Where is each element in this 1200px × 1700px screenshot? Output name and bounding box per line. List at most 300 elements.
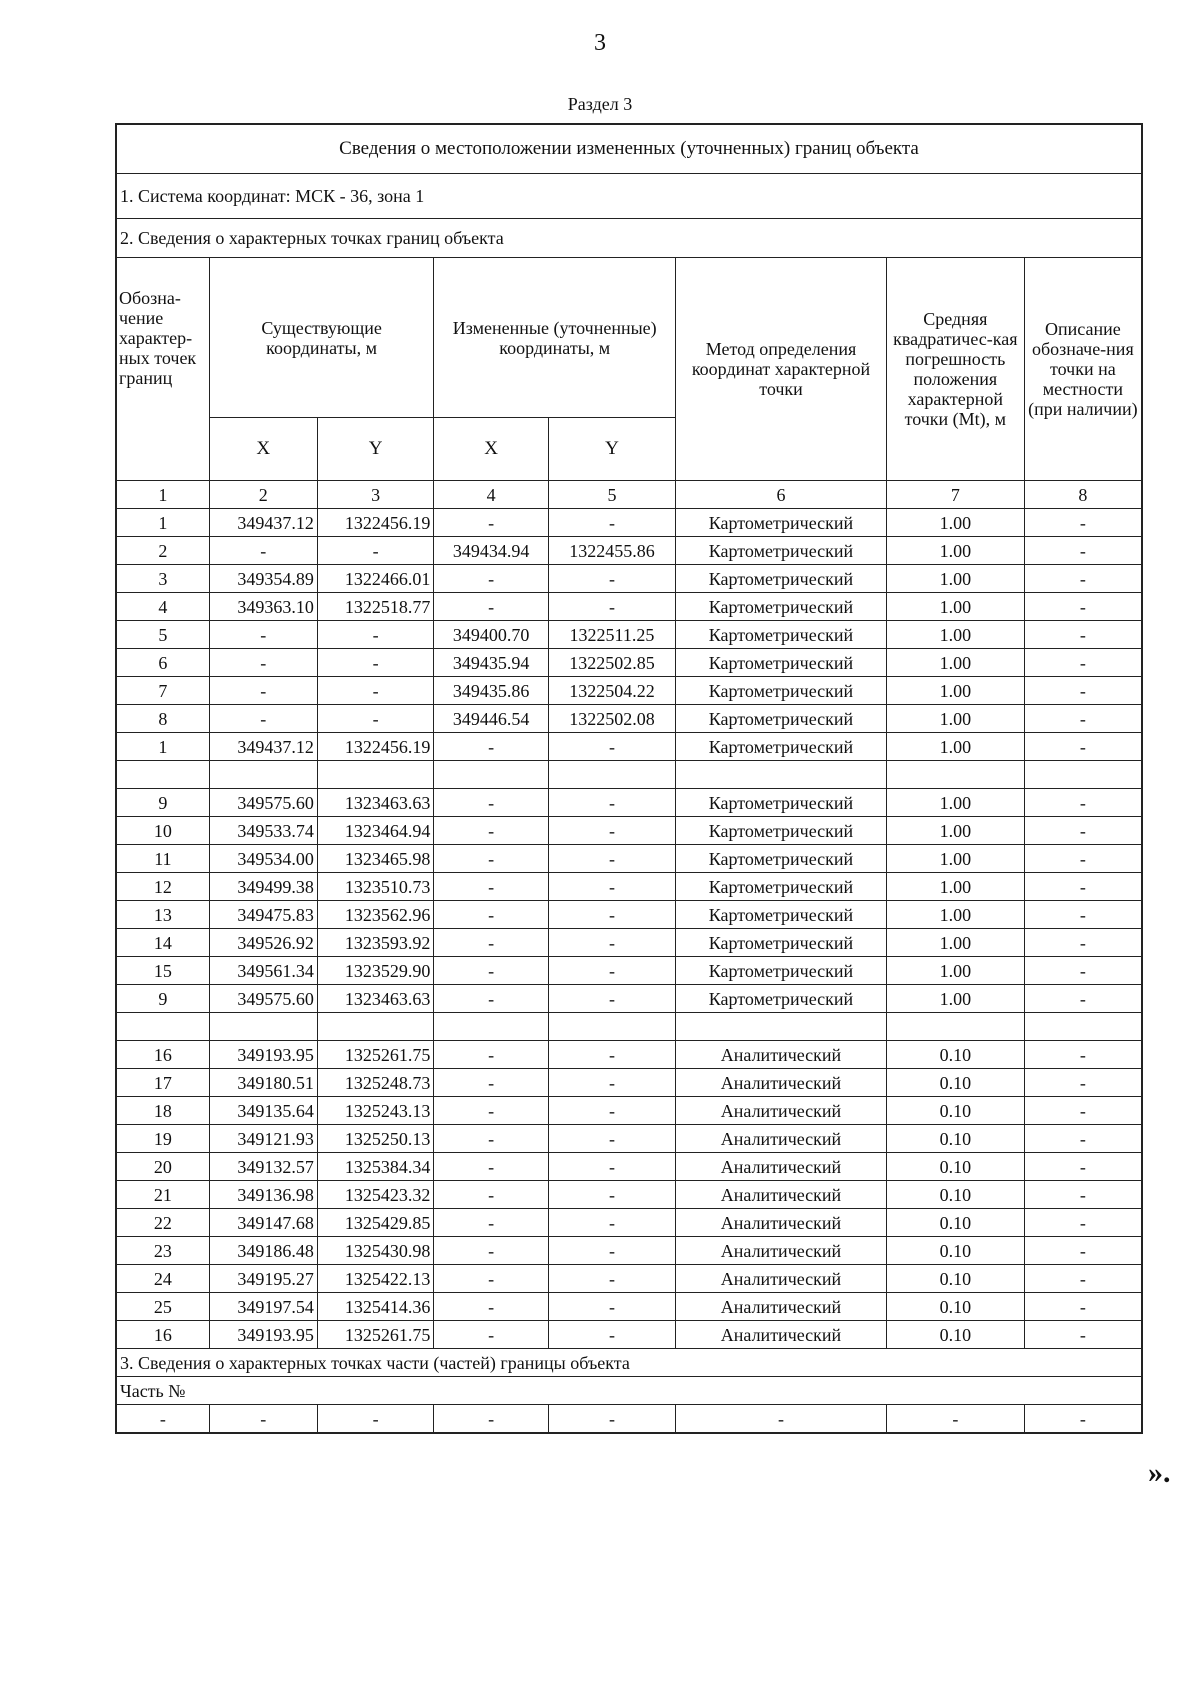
cell-existing-x: 349437.12	[209, 509, 317, 537]
cell-method: Картометрический	[676, 705, 887, 733]
cell-existing-y: 1322456.19	[317, 733, 434, 761]
cell-changed-x: -	[434, 929, 548, 957]
cell-existing-y: 1325248.73	[317, 1069, 434, 1097]
cell-point-description: -	[1024, 1321, 1142, 1349]
empty-cell	[116, 761, 209, 789]
cell-point-description: -	[1024, 1069, 1142, 1097]
cell-point-description: -	[1024, 733, 1142, 761]
cell-existing-y: -	[317, 677, 434, 705]
cell-existing-y: 1322518.77	[317, 593, 434, 621]
cell-changed-y: 1322502.85	[548, 649, 675, 677]
cell-mean-square-error: 1.00	[886, 705, 1024, 733]
cell-mean-square-error: 1.00	[886, 845, 1024, 873]
cell-existing-x: 349132.57	[209, 1153, 317, 1181]
cell-point-number: 3	[116, 565, 209, 593]
cell-existing-y: 1323510.73	[317, 873, 434, 901]
cell-existing-y: 1323562.96	[317, 901, 434, 929]
cell-point-description: -	[1024, 705, 1142, 733]
cell-mean-square-error: 0.10	[886, 1153, 1024, 1181]
cell-existing-x: 349136.98	[209, 1181, 317, 1209]
table-row	[116, 873, 1142, 901]
cell-method: Аналитический	[676, 1069, 887, 1097]
cell-mean-square-error: 1.00	[886, 621, 1024, 649]
table-row	[116, 1181, 1142, 1209]
empty-cell	[1024, 761, 1142, 789]
cell-point-number: 14	[116, 929, 209, 957]
cell-method: Аналитический	[676, 1209, 887, 1237]
table-row	[116, 509, 1142, 537]
cell-existing-y: 1323464.94	[317, 817, 434, 845]
cell-mean-square-error: 1.00	[886, 901, 1024, 929]
cell-changed-y: -	[548, 957, 675, 985]
cell-existing-y: 1325423.32	[317, 1181, 434, 1209]
cell-mean-square-error: 0.10	[886, 1321, 1024, 1349]
cell-changed-x: -	[434, 1293, 548, 1321]
cell-method: Картометрический	[676, 873, 887, 901]
cell-existing-y: 1323463.63	[317, 985, 434, 1013]
table-row	[116, 537, 1142, 565]
empty-cell	[209, 761, 317, 789]
cell-existing-y: -	[317, 537, 434, 565]
table-row	[116, 1265, 1142, 1293]
cell-point-number: 24	[116, 1265, 209, 1293]
cell-changed-y: -	[548, 1321, 675, 1349]
cell-point-description: -	[1024, 901, 1142, 929]
cell-changed-x: 349435.94	[434, 649, 548, 677]
cell-mean-square-error: 1.00	[886, 677, 1024, 705]
empty-cell	[434, 761, 548, 789]
cell-changed-y: -	[548, 929, 675, 957]
cell-existing-y: -	[317, 649, 434, 677]
cell-point-description: -	[1024, 565, 1142, 593]
cell-point-description: -	[1024, 1293, 1142, 1321]
table-row	[116, 1153, 1142, 1181]
cell-existing-x: 349575.60	[209, 789, 317, 817]
cell-changed-y: -	[548, 1153, 675, 1181]
table-row	[116, 957, 1142, 985]
cell-changed-x: -	[434, 1153, 548, 1181]
cell-existing-x: 349533.74	[209, 817, 317, 845]
boundary-coordinates-table	[115, 123, 1143, 1434]
cell-point-description: -	[1024, 509, 1142, 537]
cell-point-number: 13	[116, 901, 209, 929]
cell-mean-square-error: 1.00	[886, 873, 1024, 901]
cell-mean-square-error: 1.00	[886, 817, 1024, 845]
cell-point-number: 5	[116, 621, 209, 649]
cell-method: Аналитический	[676, 1097, 887, 1125]
header-point-description: Описание обозначе-ния точки на местности (при наличии)	[1024, 258, 1142, 481]
cell-method: Картометрический	[676, 733, 887, 761]
header-existing-coordinates: Существующие координаты, м	[209, 258, 434, 418]
cell-point-number: 19	[116, 1125, 209, 1153]
table-row	[116, 985, 1142, 1013]
page-number: 3	[594, 30, 606, 56]
cell-changed-y: 1322455.86	[548, 537, 675, 565]
cell-method: Аналитический	[676, 1041, 887, 1069]
cell-existing-x: 349354.89	[209, 565, 317, 593]
closing-quote-mark: ».	[1148, 1456, 1171, 1489]
cell-existing-x: 349499.38	[209, 873, 317, 901]
empty-separator-row	[116, 761, 1142, 789]
cell-changed-y: -	[548, 845, 675, 873]
cell-changed-y: -	[548, 1125, 675, 1153]
cell-changed-y: -	[548, 565, 675, 593]
cell-point-description: -	[1024, 1237, 1142, 1265]
cell-method: Картометрический	[676, 789, 887, 817]
cell-point-number: 16	[116, 1321, 209, 1349]
cell-existing-y: 1325261.75	[317, 1041, 434, 1069]
table-row	[116, 1097, 1142, 1125]
cell-method: Аналитический	[676, 1321, 887, 1349]
cell-existing-y: 1323463.63	[317, 789, 434, 817]
header-point-designation: Обозна-чение характер-ных точек границ	[116, 258, 209, 481]
empty-cell	[886, 761, 1024, 789]
cell-point-description: -	[1024, 649, 1142, 677]
cell-mean-square-error: 1.00	[886, 957, 1024, 985]
parts-section-title: 3. Сведения о характерных точках части (частей) границы объекта	[116, 1349, 1142, 1377]
cell-point-number: 18	[116, 1097, 209, 1125]
cell-changed-y: -	[548, 509, 675, 537]
cell-mean-square-error: 0.10	[886, 1097, 1024, 1125]
section-title: Раздел 3	[567, 94, 633, 114]
column-number: 1	[116, 481, 209, 509]
cell-point-description: -	[1024, 1125, 1142, 1153]
cell-changed-y: -	[548, 1237, 675, 1265]
cell-mean-square-error: 0.10	[886, 1209, 1024, 1237]
cell-existing-x: 349526.92	[209, 929, 317, 957]
empty-cell	[548, 761, 675, 789]
cell-point-description: -	[1024, 1265, 1142, 1293]
cell-changed-x: -	[434, 733, 548, 761]
empty-cell	[676, 761, 887, 789]
cell-point-number: 1	[116, 509, 209, 537]
cell-point-number: 17	[116, 1069, 209, 1097]
cell-point-description: -	[1024, 621, 1142, 649]
cell-point-description: -	[1024, 1209, 1142, 1237]
cell-existing-x: 349121.93	[209, 1125, 317, 1153]
cell-changed-y: 1322511.25	[548, 621, 675, 649]
cell-point-description: -	[1024, 929, 1142, 957]
cell-point-number: 10	[116, 817, 209, 845]
cell-changed-x: -	[434, 1097, 548, 1125]
cell-point-number: 4	[116, 593, 209, 621]
cell-point-description: -	[1024, 593, 1142, 621]
column-number: 2	[209, 481, 317, 509]
cell-existing-x: 349193.95	[209, 1041, 317, 1069]
parts-cell: -	[548, 1405, 675, 1434]
cell-point-description: -	[1024, 537, 1142, 565]
cell-existing-y: 1322466.01	[317, 565, 434, 593]
cell-mean-square-error: 1.00	[886, 509, 1024, 537]
cell-point-number: 23	[116, 1237, 209, 1265]
cell-changed-y: -	[548, 1265, 675, 1293]
cell-point-description: -	[1024, 677, 1142, 705]
parts-cell: -	[434, 1405, 548, 1434]
cell-point-number: 1	[116, 733, 209, 761]
cell-changed-x: -	[434, 1041, 548, 1069]
cell-point-description: -	[1024, 873, 1142, 901]
cell-changed-x: -	[434, 873, 548, 901]
cell-existing-x: 349437.12	[209, 733, 317, 761]
cell-changed-x: -	[434, 1125, 548, 1153]
parts-cell: -	[116, 1405, 209, 1434]
cell-mean-square-error: 0.10	[886, 1181, 1024, 1209]
cell-point-number: 6	[116, 649, 209, 677]
cell-mean-square-error: 1.00	[886, 593, 1024, 621]
cell-method: Аналитический	[676, 1293, 887, 1321]
cell-point-description: -	[1024, 1097, 1142, 1125]
cell-point-description: -	[1024, 1153, 1142, 1181]
cell-method: Картометрический	[676, 845, 887, 873]
table-row	[116, 1321, 1142, 1349]
cell-method: Картометрический	[676, 901, 887, 929]
cell-changed-x: -	[434, 509, 548, 537]
column-number: 5	[548, 481, 675, 509]
cell-changed-x: -	[434, 789, 548, 817]
empty-cell	[1024, 1013, 1142, 1041]
cell-changed-x: -	[434, 845, 548, 873]
cell-changed-y: -	[548, 1181, 675, 1209]
cell-changed-y: -	[548, 1069, 675, 1097]
cell-method: Картометрический	[676, 985, 887, 1013]
table-row	[116, 1293, 1142, 1321]
cell-changed-x: -	[434, 593, 548, 621]
cell-method: Аналитический	[676, 1237, 887, 1265]
cell-point-number: 9	[116, 985, 209, 1013]
cell-mean-square-error: 0.10	[886, 1237, 1024, 1265]
cell-point-number: 22	[116, 1209, 209, 1237]
cell-existing-y: 1325250.13	[317, 1125, 434, 1153]
cell-mean-square-error: 0.10	[886, 1265, 1024, 1293]
table-row	[116, 929, 1142, 957]
cell-method: Картометрический	[676, 593, 887, 621]
cell-existing-y: 1322456.19	[317, 509, 434, 537]
cell-existing-y: 1323465.98	[317, 845, 434, 873]
cell-method: Картометрический	[676, 957, 887, 985]
cell-changed-x: -	[434, 1181, 548, 1209]
cell-changed-y: -	[548, 1097, 675, 1125]
table-row	[116, 1069, 1142, 1097]
empty-cell	[116, 1013, 209, 1041]
cell-point-number: 21	[116, 1181, 209, 1209]
cell-point-description: -	[1024, 1181, 1142, 1209]
cell-mean-square-error: 1.00	[886, 733, 1024, 761]
cell-changed-x: 349434.94	[434, 537, 548, 565]
header-existing-x: X	[209, 418, 317, 481]
cell-existing-x: 349135.64	[209, 1097, 317, 1125]
cell-existing-x: -	[209, 705, 317, 733]
table-row	[116, 1237, 1142, 1265]
points-section-title: 2. Сведения о характерных точках границ объекта	[116, 219, 1142, 258]
cell-existing-x: 349186.48	[209, 1237, 317, 1265]
part-number-label: Часть №	[116, 1377, 1142, 1405]
cell-existing-y: -	[317, 705, 434, 733]
cell-point-number: 8	[116, 705, 209, 733]
cell-changed-x: -	[434, 1265, 548, 1293]
cell-mean-square-error: 0.10	[886, 1293, 1024, 1321]
cell-method: Аналитический	[676, 1181, 887, 1209]
cell-changed-x: 349400.70	[434, 621, 548, 649]
cell-mean-square-error: 1.00	[886, 789, 1024, 817]
cell-point-description: -	[1024, 817, 1142, 845]
cell-point-description: -	[1024, 985, 1142, 1013]
cell-method: Аналитический	[676, 1125, 887, 1153]
cell-existing-x: 349363.10	[209, 593, 317, 621]
table-row	[116, 845, 1142, 873]
parts-cell: -	[317, 1405, 434, 1434]
cell-existing-y: 1325384.34	[317, 1153, 434, 1181]
cell-method: Картометрический	[676, 929, 887, 957]
cell-changed-y: -	[548, 873, 675, 901]
cell-point-description: -	[1024, 957, 1142, 985]
cell-existing-y: 1325429.85	[317, 1209, 434, 1237]
column-number: 8	[1024, 481, 1142, 509]
cell-mean-square-error: 0.10	[886, 1125, 1024, 1153]
cell-changed-y: -	[548, 1209, 675, 1237]
cell-changed-y: -	[548, 593, 675, 621]
cell-point-number: 20	[116, 1153, 209, 1181]
column-number-row	[116, 481, 1142, 509]
table-row	[116, 1125, 1142, 1153]
cell-existing-x: 349193.95	[209, 1321, 317, 1349]
parts-cell: -	[209, 1405, 317, 1434]
cell-point-number: 15	[116, 957, 209, 985]
column-number: 3	[317, 481, 434, 509]
parts-cell: -	[886, 1405, 1024, 1434]
cell-existing-x: -	[209, 649, 317, 677]
cell-changed-y: -	[548, 901, 675, 929]
header-changed-x: X	[434, 418, 548, 481]
cell-existing-y: 1325414.36	[317, 1293, 434, 1321]
cell-existing-x: 349561.34	[209, 957, 317, 985]
table-row	[116, 733, 1142, 761]
cell-existing-y: 1325430.98	[317, 1237, 434, 1265]
table-row	[116, 565, 1142, 593]
cell-point-description: -	[1024, 845, 1142, 873]
cell-existing-x: 349195.27	[209, 1265, 317, 1293]
empty-cell	[676, 1013, 887, 1041]
cell-point-description: -	[1024, 1041, 1142, 1069]
cell-changed-y: -	[548, 789, 675, 817]
cell-mean-square-error: 0.10	[886, 1069, 1024, 1097]
table-caption: Сведения о местоположении измененных (уточненных) границ объекта	[116, 124, 1142, 174]
cell-changed-x: -	[434, 1237, 548, 1265]
cell-changed-x: -	[434, 565, 548, 593]
header-changed-y: Y	[548, 418, 675, 481]
table-row	[116, 817, 1142, 845]
table-row	[116, 649, 1142, 677]
cell-existing-y: 1325243.13	[317, 1097, 434, 1125]
cell-changed-x: -	[434, 817, 548, 845]
cell-changed-y: -	[548, 817, 675, 845]
parts-data-row	[116, 1405, 1142, 1434]
cell-method: Картометрический	[676, 677, 887, 705]
cell-method: Аналитический	[676, 1153, 887, 1181]
cell-changed-x: -	[434, 957, 548, 985]
cell-changed-y: -	[548, 733, 675, 761]
cell-point-number: 25	[116, 1293, 209, 1321]
cell-mean-square-error: 1.00	[886, 565, 1024, 593]
cell-mean-square-error: 1.00	[886, 985, 1024, 1013]
table-row	[116, 677, 1142, 705]
table-row	[116, 1041, 1142, 1069]
cell-method: Картометрический	[676, 649, 887, 677]
cell-existing-y: -	[317, 621, 434, 649]
cell-existing-y: 1325261.75	[317, 1321, 434, 1349]
cell-method: Картометрический	[676, 621, 887, 649]
header-changed-coordinates: Измененные (уточненные) координаты, м	[434, 258, 676, 418]
cell-point-number: 7	[116, 677, 209, 705]
cell-existing-x: 349534.00	[209, 845, 317, 873]
cell-changed-y: 1322502.08	[548, 705, 675, 733]
table-row	[116, 1209, 1142, 1237]
cell-existing-x: 349180.51	[209, 1069, 317, 1097]
coordinate-system: 1. Система координат: МСК - 36, зона 1	[116, 174, 1142, 219]
header-existing-y: Y	[317, 418, 434, 481]
cell-changed-y: -	[548, 985, 675, 1013]
cell-existing-y: 1325422.13	[317, 1265, 434, 1293]
cell-changed-y: 1322504.22	[548, 677, 675, 705]
parts-cell: -	[676, 1405, 887, 1434]
table-row	[116, 593, 1142, 621]
cell-method: Аналитический	[676, 1265, 887, 1293]
cell-mean-square-error: 0.10	[886, 1041, 1024, 1069]
cell-point-number: 9	[116, 789, 209, 817]
cell-existing-x: 349475.83	[209, 901, 317, 929]
column-number: 7	[886, 481, 1024, 509]
cell-point-number: 11	[116, 845, 209, 873]
empty-separator-row	[116, 1013, 1142, 1041]
cell-existing-x: 349147.68	[209, 1209, 317, 1237]
empty-cell	[434, 1013, 548, 1041]
cell-existing-x: 349575.60	[209, 985, 317, 1013]
table-row	[116, 901, 1142, 929]
cell-changed-y: -	[548, 1041, 675, 1069]
cell-existing-x: -	[209, 677, 317, 705]
column-number: 4	[434, 481, 548, 509]
cell-point-number: 16	[116, 1041, 209, 1069]
empty-cell	[317, 1013, 434, 1041]
table-row	[116, 705, 1142, 733]
table-row	[116, 789, 1142, 817]
cell-method: Картометрический	[676, 817, 887, 845]
cell-method: Картометрический	[676, 565, 887, 593]
cell-point-number: 12	[116, 873, 209, 901]
cell-point-number: 2	[116, 537, 209, 565]
cell-existing-x: 349197.54	[209, 1293, 317, 1321]
cell-existing-x: -	[209, 621, 317, 649]
empty-cell	[548, 1013, 675, 1041]
cell-method: Картометрический	[676, 509, 887, 537]
empty-cell	[317, 761, 434, 789]
header-mean-square-error: Средняя квадратичес-кая погрешность положения характерной точки (Mt), м	[886, 258, 1024, 481]
empty-cell	[886, 1013, 1024, 1041]
cell-changed-x: -	[434, 1069, 548, 1097]
cell-changed-x: 349435.86	[434, 677, 548, 705]
empty-cell	[209, 1013, 317, 1041]
cell-mean-square-error: 1.00	[886, 929, 1024, 957]
cell-mean-square-error: 1.00	[886, 537, 1024, 565]
cell-mean-square-error: 1.00	[886, 649, 1024, 677]
cell-method: Картометрический	[676, 537, 887, 565]
cell-changed-x: -	[434, 985, 548, 1013]
table-row	[116, 621, 1142, 649]
cell-changed-x: -	[434, 901, 548, 929]
cell-changed-x: -	[434, 1209, 548, 1237]
cell-changed-y: -	[548, 1293, 675, 1321]
cell-changed-x: -	[434, 1321, 548, 1349]
parts-cell: -	[1024, 1405, 1142, 1434]
